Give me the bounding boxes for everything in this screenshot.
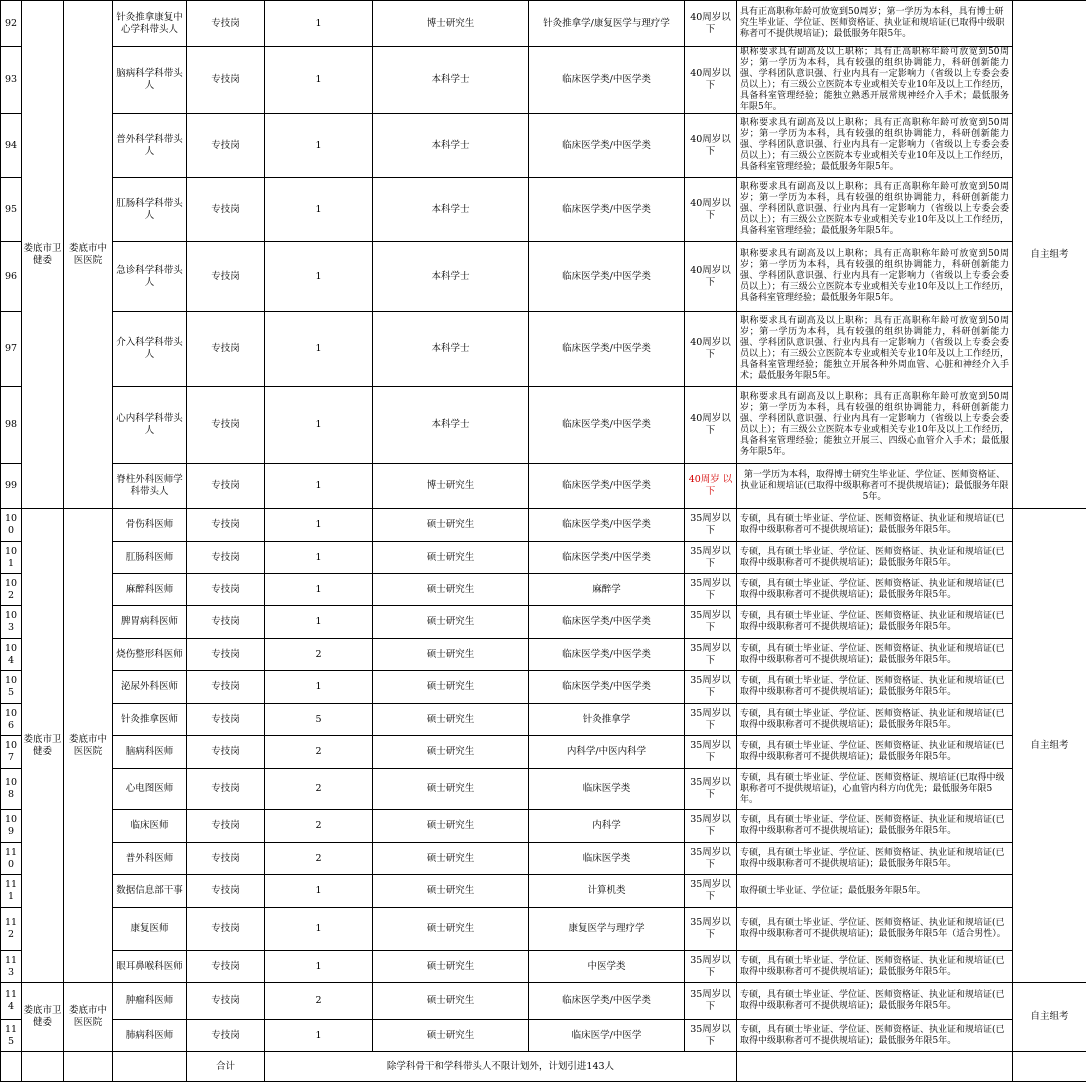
plan-count: 2	[265, 810, 373, 843]
major: 针灸推拿学	[529, 704, 685, 736]
education: 硕士研究生	[373, 606, 529, 639]
education: 硕士研究生	[373, 704, 529, 736]
education: 本科学士	[373, 312, 529, 387]
table-row	[1, 951, 1086, 983]
age-limit: 35周岁以下	[685, 542, 737, 574]
plan-count: 1	[265, 242, 373, 312]
row-number: 93	[1, 47, 22, 114]
age-limit: 35周岁以下	[685, 908, 737, 951]
age-limit: 40周岁以下	[685, 114, 737, 178]
education: 硕士研究生	[373, 574, 529, 606]
requirements: 专硕，具有硕士毕业证、学位证、医师资格证、执业证和规培证(已取得中级职称者可不提供规培证)；最低服务年限5年。	[737, 951, 1013, 983]
post-name: 康复医师	[113, 908, 187, 951]
education: 硕士研究生	[373, 671, 529, 704]
age-limit: 35周岁以下	[685, 951, 737, 983]
post-name: 肛肠科学科带头人	[113, 178, 187, 242]
education: 硕士研究生	[373, 875, 529, 908]
plan-count: 2	[265, 736, 373, 769]
table-row	[1, 114, 1086, 178]
plan-count: 2	[265, 983, 373, 1020]
post-name: 肛肠科医师	[113, 542, 187, 574]
major: 临床医学类/中医学类	[529, 983, 685, 1020]
major: 临床医学类/中医学类	[529, 178, 685, 242]
table-row	[1, 464, 1086, 509]
age-limit: 35周岁以下	[685, 671, 737, 704]
major: 临床医学类/中医学类	[529, 639, 685, 671]
major: 临床医学类	[529, 769, 685, 810]
post-name: 麻醉科医师	[113, 574, 187, 606]
age-limit: 35周岁以下	[685, 843, 737, 875]
requirements: 专硕，具有硕士毕业证、学位证、医师资格证、执业证和规培证(已取得中级职称者可不提供规培证)；最低服务年限5年。	[737, 843, 1013, 875]
row-number: 94	[1, 114, 22, 178]
age-limit: 35周岁以下	[685, 1020, 737, 1052]
post-type: 专技岗	[187, 810, 265, 843]
post-type: 专技岗	[187, 951, 265, 983]
row-number: 115	[1, 1020, 22, 1052]
education: 本科学士	[373, 178, 529, 242]
post-type: 专技岗	[187, 639, 265, 671]
age-limit: 35周岁以下	[685, 639, 737, 671]
post-name: 心内科学科带头人	[113, 387, 187, 464]
post-name: 眼耳鼻喉科医师	[113, 951, 187, 983]
post-name: 骨伤科医师	[113, 509, 187, 542]
post-type: 专技岗	[187, 769, 265, 810]
plan-count: 1	[265, 1020, 373, 1052]
plan-count: 1	[265, 464, 373, 509]
age-limit: 35周岁以下	[685, 509, 737, 542]
age-limit: 35周岁以下	[685, 810, 737, 843]
plan-count: 1	[265, 1, 373, 47]
post-name: 烧伤整形科医师	[113, 639, 187, 671]
table-row	[1, 606, 1086, 639]
table-row	[1, 908, 1086, 951]
total-text: 除学科骨干和学科带头人不限计划外，计划引进143人	[265, 1052, 737, 1082]
post-type: 专技岗	[187, 736, 265, 769]
table-row	[1, 242, 1086, 312]
plan-count: 1	[265, 509, 373, 542]
row-number: 106	[1, 704, 22, 736]
plan-count: 1	[265, 671, 373, 704]
requirements: 专硕，具有硕士毕业证、学位证、医师资格证、执业证和规培证(已取得中级职称者可不提供规培证)；最低服务年限5年。	[737, 983, 1013, 1020]
post-type: 专技岗	[187, 509, 265, 542]
row-number: 110	[1, 843, 22, 875]
exam-method: 自主组考	[1013, 983, 1086, 1052]
post-name: 针灸推拿康复中心学科带头人	[113, 1, 187, 47]
post-type: 专技岗	[187, 542, 265, 574]
unit-cell: 娄底市中医医院	[64, 1, 113, 509]
requirements: 专硕，具有硕士毕业证、学位证、医师资格证、执业证和规培证(已取得中级职称者可不提供规培证)；最低服务年限5年。	[737, 509, 1013, 542]
major: 临床医学类/中医学类	[529, 242, 685, 312]
post-type: 专技岗	[187, 387, 265, 464]
post-name: 脊柱外科医师学科带头人	[113, 464, 187, 509]
authority-cell: 娄底市卫健委	[22, 1, 64, 509]
age-limit: 35周岁以下	[685, 875, 737, 908]
row-number: 114	[1, 983, 22, 1020]
plan-count: 1	[265, 47, 373, 114]
post-type: 专技岗	[187, 875, 265, 908]
plan-count: 1	[265, 951, 373, 983]
plan-count: 1	[265, 114, 373, 178]
plan-count: 2	[265, 769, 373, 810]
education: 硕士研究生	[373, 908, 529, 951]
total-row	[1, 1052, 1086, 1082]
age-limit: 40周岁以下	[685, 1, 737, 47]
requirements: 专硕，具有硕士毕业证、学位证、医师资格证、执业证和规培证(已取得中级职称者可不提供规培证)；最低服务年限5年。	[737, 1020, 1013, 1052]
requirements: 职称要求具有副高及以上职称；具有正高职称年龄可放宽到50周岁；第一学历为本科，具有较强的组织协调能力，科研创新能力强、学科团队意识强、行业内具有一定影响力（省级以上专委会委员以上）；有三级公立医院本专业或相关专业10年及以上工作经历，具备科室管理经验；最低服务年限5年。	[737, 178, 1013, 242]
post-name: 泌尿外科医师	[113, 671, 187, 704]
education: 硕士研究生	[373, 736, 529, 769]
requirements: 专硕，具有硕士毕业证、学位证、医师资格证、执业证和规培证(已取得中级职称者可不提供规培证)；最低服务年限5年。	[737, 639, 1013, 671]
post-type: 专技岗	[187, 843, 265, 875]
post-name: 脾胃病科医师	[113, 606, 187, 639]
plan-count: 1	[265, 542, 373, 574]
age-limit: 40周岁以下	[685, 242, 737, 312]
table-row	[1, 542, 1086, 574]
post-type: 专技岗	[187, 671, 265, 704]
authority-cell: 娄底市卫健委	[22, 509, 64, 983]
education: 硕士研究生	[373, 509, 529, 542]
row-number: 96	[1, 242, 22, 312]
major: 临床医学类/中医学类	[529, 464, 685, 509]
major: 麻醉学	[529, 574, 685, 606]
education: 硕士研究生	[373, 983, 529, 1020]
post-type: 专技岗	[187, 114, 265, 178]
row-number: 95	[1, 178, 22, 242]
table-row	[1, 736, 1086, 769]
age-limit: 40周岁以下	[685, 312, 737, 387]
education: 硕士研究生	[373, 810, 529, 843]
total-label: 合计	[187, 1052, 265, 1082]
requirements: 专硕，具有硕士毕业证、学位证、医师资格证、执业证和规培证(已取得中级职称者可不提供规培证)；最低服务年限5年。	[737, 574, 1013, 606]
row-number: 113	[1, 951, 22, 983]
plan-count: 1	[265, 574, 373, 606]
major: 针灸推拿学/康复医学与理疗学	[529, 1, 685, 47]
requirements: 专硕，具有硕士毕业证、学位证、医师资格证、执业证和规培证(已取得中级职称者可不提供规培证)；最低服务年限5年。	[737, 606, 1013, 639]
age-limit: 40周岁 以下	[685, 464, 737, 509]
post-type: 专技岗	[187, 312, 265, 387]
post-type: 专技岗	[187, 1020, 265, 1052]
education: 博士研究生	[373, 1, 529, 47]
post-name: 临床医师	[113, 810, 187, 843]
major: 临床医学类/中医学类	[529, 671, 685, 704]
post-name: 脑病科医师	[113, 736, 187, 769]
table-row	[1, 387, 1086, 464]
unit-cell: 娄底市中医医院	[64, 509, 113, 983]
education: 博士研究生	[373, 464, 529, 509]
requirements: 职称要求具有副高及以上职称；具有正高职称年龄可放宽到50周岁；第一学历为本科，具有较强的组织协调能力，科研创新能力强、学科团队意识强、行业内具有一定影响力（省级以上专委会委员以上）；有三级公立医院本专业或相关专业10年及以上工作经历，具备科室管理经验；最低服务年限5年。	[737, 242, 1013, 312]
table-row	[1, 1, 1086, 47]
major: 内科学	[529, 810, 685, 843]
table-row	[1, 1020, 1086, 1052]
post-type: 专技岗	[187, 704, 265, 736]
table-row	[1, 312, 1086, 387]
post-type: 专技岗	[187, 983, 265, 1020]
post-type: 专技岗	[187, 606, 265, 639]
row-number: 100	[1, 509, 22, 542]
row-number: 103	[1, 606, 22, 639]
post-name: 急诊科学科带头人	[113, 242, 187, 312]
table-row	[1, 47, 1086, 114]
row-number: 105	[1, 671, 22, 704]
table-row	[1, 509, 1086, 542]
requirements: 专硕，具有硕士毕业证、学位证、医师资格证、执业证和规培证(已取得中级职称者可不提供规培证)；最低服务年限5年。	[737, 810, 1013, 843]
plan-count: 1	[265, 875, 373, 908]
row-number: 111	[1, 875, 22, 908]
plan-count: 5	[265, 704, 373, 736]
row-number: 99	[1, 464, 22, 509]
table-row	[1, 875, 1086, 908]
requirements: 职称要求具有副高及以上职称；具有正高职称年龄可放宽到50周岁；第一学历为本科，具有较强的组织协调能力，科研创新能力强、学科团队意识强、行业内具有一定影响力（省级以上专委会委员以上）；有三级公立医院本专业或相关专业10年及以上工作经历，具备科室管理经验；能独立开展各种外周血管、心脏和神经介入手术；最低服务年限5年。	[737, 312, 1013, 387]
age-limit: 40周岁以下	[685, 387, 737, 464]
requirements: 专硕，具有硕士毕业证、学位证、医师资格证、执业证和规培证(已取得中级职称者可不提供规培证)；最低服务年限5年。	[737, 671, 1013, 704]
requirements: 专硕，具有硕士毕业证、学位证、医师资格证、执业证和规培证(已取得中级职称者可不提供规培证)；最低服务年限5年（适合男性）。	[737, 908, 1013, 951]
row-number: 101	[1, 542, 22, 574]
row-number: 108	[1, 769, 22, 810]
education: 硕士研究生	[373, 951, 529, 983]
major: 临床医学/中医学	[529, 1020, 685, 1052]
requirements: 专硕，具有硕士毕业证、学位证、医师资格证、执业证和规培证(已取得中级职称者可不提供规培证)；最低服务年限5年。	[737, 736, 1013, 769]
plan-count: 1	[265, 387, 373, 464]
post-type: 专技岗	[187, 178, 265, 242]
post-type: 专技岗	[187, 464, 265, 509]
education: 本科学士	[373, 387, 529, 464]
table-row	[1, 671, 1086, 704]
post-type: 专技岗	[187, 242, 265, 312]
major: 临床医学类/中医学类	[529, 606, 685, 639]
major: 临床医学类/中医学类	[529, 47, 685, 114]
education: 硕士研究生	[373, 639, 529, 671]
plan-count: 2	[265, 843, 373, 875]
row-number: 112	[1, 908, 22, 951]
plan-count: 1	[265, 908, 373, 951]
row-number: 92	[1, 1, 22, 47]
major: 康复医学与理疗学	[529, 908, 685, 951]
table-row	[1, 704, 1086, 736]
education: 硕士研究生	[373, 843, 529, 875]
post-name: 肺病科医师	[113, 1020, 187, 1052]
exam-method: 自主组考	[1013, 509, 1086, 983]
major: 临床医学类/中医学类	[529, 387, 685, 464]
table-row	[1, 574, 1086, 606]
age-limit: 35周岁以下	[685, 983, 737, 1020]
major: 计算机类	[529, 875, 685, 908]
post-name: 数据信息部干事	[113, 875, 187, 908]
requirements: 第一学历为本科，取得博士研究生毕业证、学位证、医师资格证、执业证和规培证(已取得中级职称者可不提供规培证)；最低服务年限5年。	[737, 464, 1013, 509]
plan-count: 1	[265, 178, 373, 242]
major: 中医学类	[529, 951, 685, 983]
unit-cell: 娄底市中医医院	[64, 983, 113, 1052]
table-row	[1, 983, 1086, 1020]
table-row	[1, 639, 1086, 671]
post-name: 脑病科学科带头人	[113, 47, 187, 114]
post-type: 专技岗	[187, 574, 265, 606]
post-name: 肿瘤科医师	[113, 983, 187, 1020]
age-limit: 35周岁以下	[685, 769, 737, 810]
table-row	[1, 810, 1086, 843]
age-limit: 40周岁以下	[685, 178, 737, 242]
education: 硕士研究生	[373, 542, 529, 574]
row-number: 109	[1, 810, 22, 843]
requirements: 专硕，具有硕士毕业证、学位证、医师资格证、执业证和规培证(已取得中级职称者可不提供规培证)；最低服务年限5年。	[737, 542, 1013, 574]
table-row	[1, 178, 1086, 242]
requirements: 专硕，具有硕士毕业证、学位证、医师资格证、执业证和规培证(已取得中级职称者可不提供规培证)；最低服务年限5年。	[737, 704, 1013, 736]
table-row	[1, 769, 1086, 810]
education: 硕士研究生	[373, 1020, 529, 1052]
education: 本科学士	[373, 114, 529, 178]
requirements: 取得硕士毕业证、学位证；最低服务年限5年。	[737, 875, 1013, 908]
row-number: 97	[1, 312, 22, 387]
age-limit: 35周岁以下	[685, 704, 737, 736]
major: 临床医学类/中医学类	[529, 312, 685, 387]
post-type: 专技岗	[187, 47, 265, 114]
post-name: 普外科医师	[113, 843, 187, 875]
education: 本科学士	[373, 242, 529, 312]
plan-count: 1	[265, 606, 373, 639]
requirements: 职称要求具有副高及以上职称；具有正高职称年龄可放宽到50周岁；第一学历为本科，具有较强的组织协调能力，科研创新能力强、学科团队意识强、行业内具有一定影响力（省级以上专委会委员以上）；有三级公立医院本专业或相关专业10年及以上工作经历，具备科室管理经验；能独立开展三、四级心血管介入手术；最低服务年限5年。	[737, 387, 1013, 464]
authority-cell: 娄底市卫健委	[22, 983, 64, 1052]
age-limit: 35周岁以下	[685, 736, 737, 769]
education: 本科学士	[373, 47, 529, 114]
post-name: 心电图医师	[113, 769, 187, 810]
requirements: 专硕，具有硕士毕业证、学位证、医师资格证、规培证(已取得中级职称者可不提供规培证)，心血管内科方向优先；最低服务年限5年。	[737, 769, 1013, 810]
major: 临床医学类	[529, 843, 685, 875]
post-type: 专技岗	[187, 908, 265, 951]
age-limit: 35周岁以下	[685, 574, 737, 606]
major: 临床医学类/中医学类	[529, 509, 685, 542]
plan-count: 2	[265, 639, 373, 671]
age-limit: 40周岁以下	[685, 47, 737, 114]
table-row	[1, 843, 1086, 875]
exam-method: 自主组考	[1013, 1, 1086, 509]
age-limit: 35周岁以下	[685, 606, 737, 639]
post-type: 专技岗	[187, 1, 265, 47]
requirements: 职称要求具有副高及以上职称；具有正高职称年龄可放宽到50周岁；第一学历为本科，具有较强的组织协调能力，科研创新能力强、学科团队意识强、行业内具有一定影响力（省级以上专委会委员以上）；有三级公立医院本专业或相关专业10年及以上工作经历，具备科室管理经验；最低服务年限5年。	[737, 114, 1013, 178]
row-number: 107	[1, 736, 22, 769]
requirements: 职称要求具有副高及以上职称；具有正高职称年龄可放宽到50周岁；第一学历为本科，具有较强的组织协调能力，科研创新能力强、学科团队意识强、行业内具有一定影响力（省级以上专委会委员以上）；有三级公立医院本专业或相关专业10年及以上工作经历，具备科室管理经验；能独立熟悉开展常规神经介入手术；最低服务年限5年。	[737, 47, 1013, 114]
requirements: 具有正高职称年龄可放宽到50周岁；第一学历为本科，具有博士研究生毕业证、学位证、医师资格证、执业证和规培证(已取得中级职称者可不提供规培证)；最低服务年限5年。	[737, 1, 1013, 47]
post-name: 普外科学科带头人	[113, 114, 187, 178]
plan-count: 1	[265, 312, 373, 387]
row-number: 104	[1, 639, 22, 671]
post-name: 针灸推拿医师	[113, 704, 187, 736]
major: 内科学/中医内科学	[529, 736, 685, 769]
education: 硕士研究生	[373, 769, 529, 810]
row-number: 98	[1, 387, 22, 464]
post-name: 介入科学科带头人	[113, 312, 187, 387]
major: 临床医学类/中医学类	[529, 114, 685, 178]
row-number: 102	[1, 574, 22, 606]
major: 临床医学类/中医学类	[529, 542, 685, 574]
